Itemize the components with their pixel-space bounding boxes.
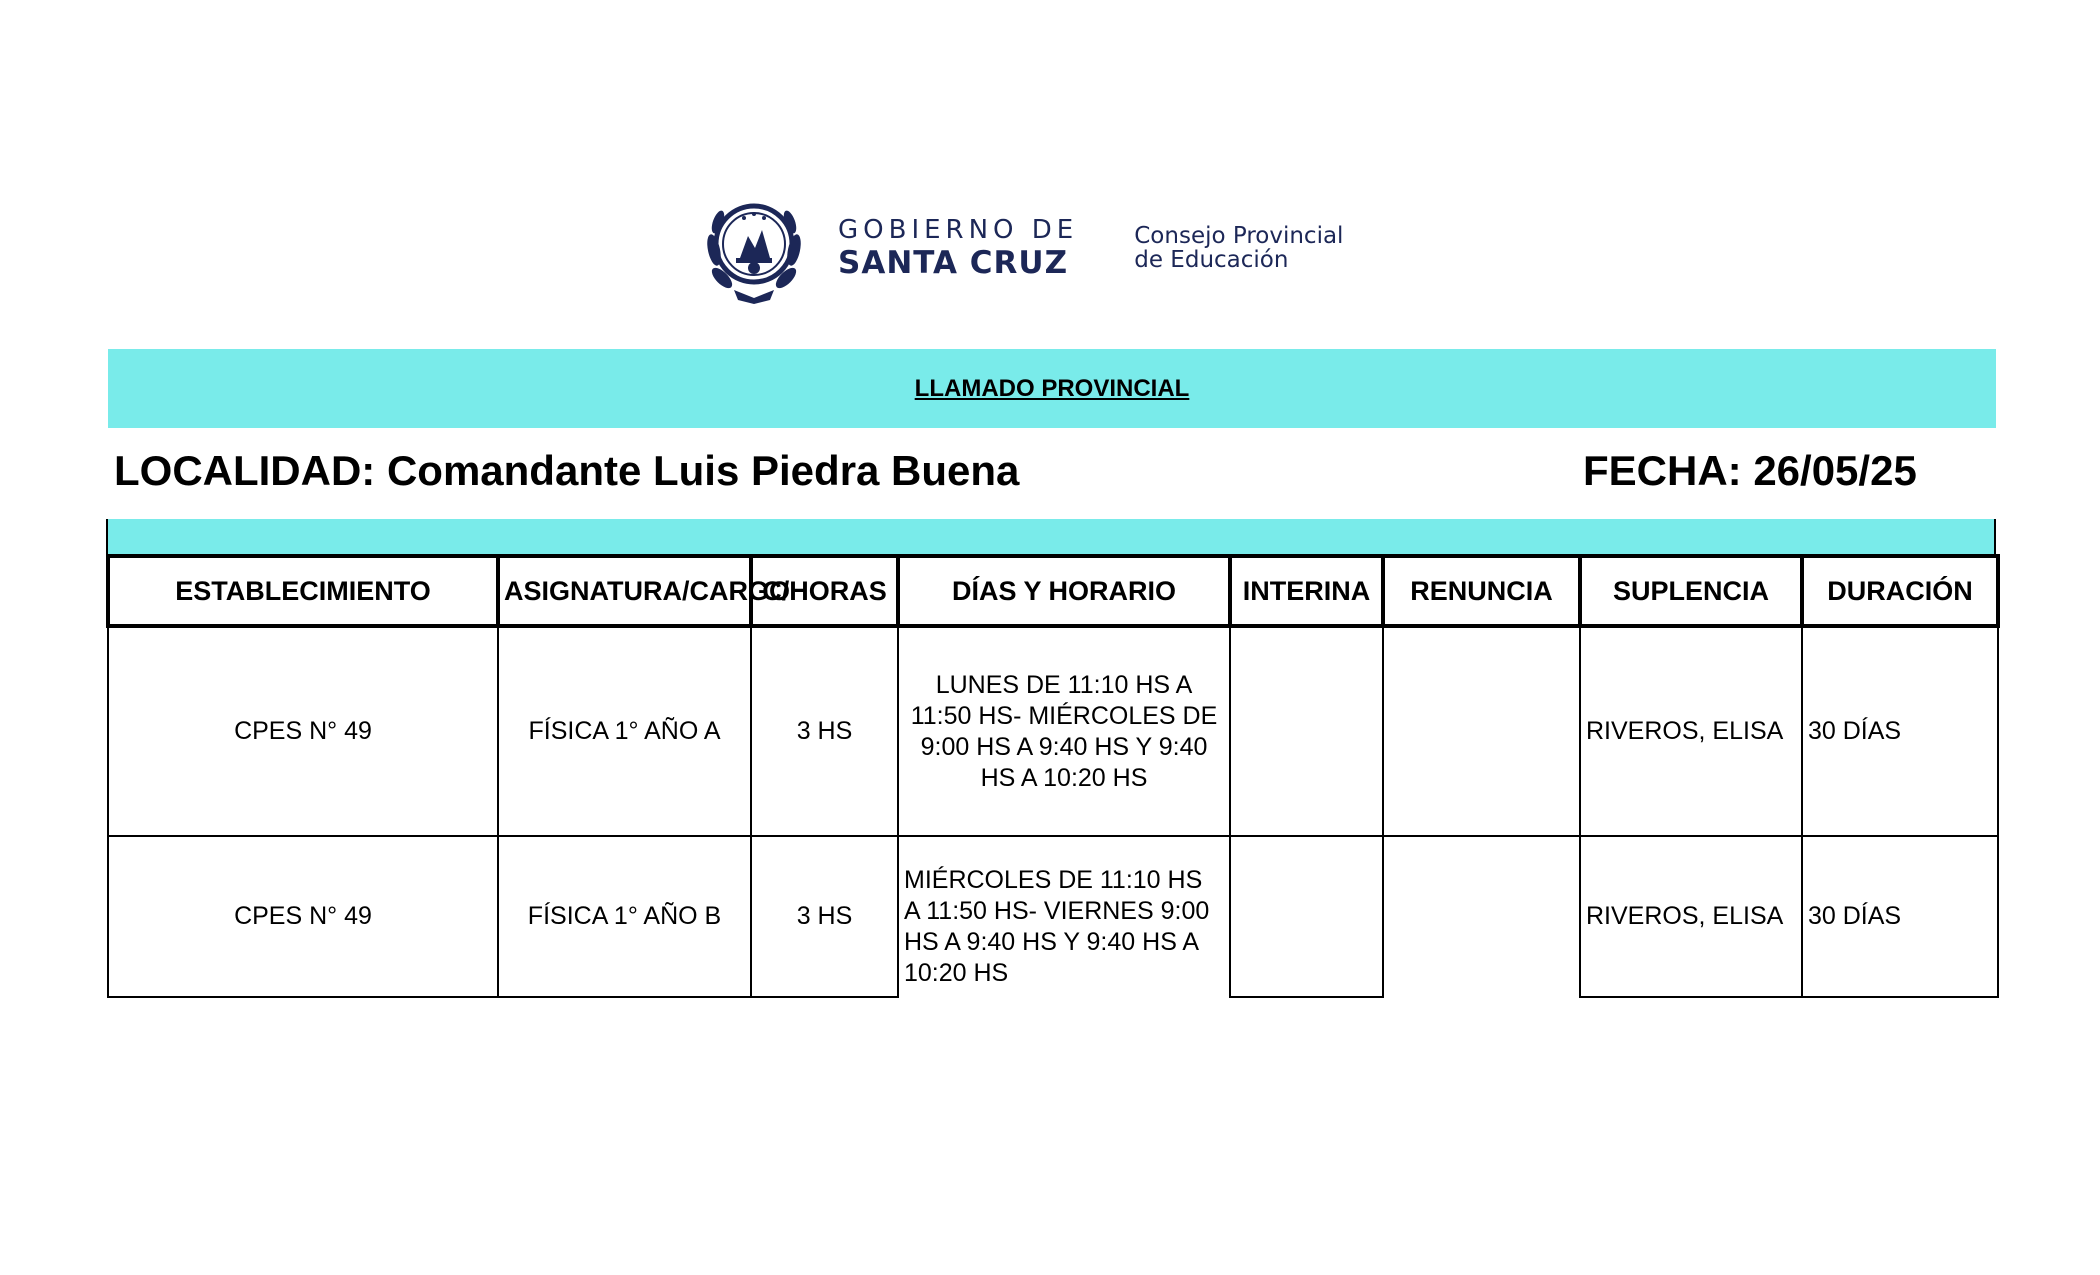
government-line-1: GOBIERNO DE <box>838 215 1079 245</box>
header-renuncia: RENUNCIA <box>1383 556 1580 626</box>
cell-interina <box>1230 836 1383 997</box>
banner-title: LLAMADO PROVINCIAL <box>914 375 1190 402</box>
header-dias-horario: DÍAS Y HORARIO <box>898 556 1230 626</box>
cell-suplencia: RIVEROS, ELISA <box>1580 836 1802 997</box>
header-establecimiento: ESTABLECIMIENTO <box>108 556 498 626</box>
locality-label: LOCALIDAD: Comandante Luis Piedra Buena <box>114 447 1020 494</box>
cell-renuncia <box>1383 626 1580 836</box>
provincial-seal-icon <box>700 190 808 306</box>
table-header-row <box>108 556 1998 626</box>
call-table <box>106 554 2000 998</box>
table-row <box>108 626 1998 836</box>
council-line-2: de Educación <box>1134 247 1289 273</box>
date-label: FECHA: 26/05/25 <box>1583 447 1917 494</box>
cell-asignatura: FÍSICA 1° AÑO B <box>498 836 751 997</box>
cell-renuncia <box>1383 836 1580 997</box>
cell-horas: 3 HS <box>751 836 898 997</box>
header-duracion: DURACIÓN <box>1802 556 1998 626</box>
cell-duracion: 30 DÍAS <box>1802 836 1998 997</box>
cell-establecimiento: CPES N° 49 <box>108 836 498 997</box>
cell-dias-horario: MIÉRCOLES DE 11:10 HS A 11:50 HS- VIERNES 9:00 HS A 9:40 HS Y 9:40 HS A 10:20 HS <box>898 836 1230 997</box>
header-horas: C/HORAS <box>751 556 898 626</box>
cell-duracion: 30 DÍAS <box>1802 626 1998 836</box>
cell-establecimiento: CPES N° 49 <box>108 626 498 836</box>
letterhead <box>700 190 1343 306</box>
council-line-1: Consejo Provincial <box>1134 223 1344 249</box>
table-header-strip <box>106 519 1996 555</box>
header-suplencia: SUPLENCIA <box>1580 556 1802 626</box>
header-asignatura: ASIGNATURA/CARGO <box>498 556 751 626</box>
council-name <box>1134 224 1343 272</box>
cell-suplencia: RIVEROS, ELISA <box>1580 626 1802 836</box>
government-name <box>838 215 1078 281</box>
cell-asignatura: FÍSICA 1° AÑO A <box>498 626 751 836</box>
cell-dias-horario: LUNES DE 11:10 HS A 11:50 HS- MIÉRCOLES DE 9:00 HS A 9:40 HS Y 9:40 HS A 10:20 HS <box>898 626 1230 836</box>
cell-horas: 3 HS <box>751 626 898 836</box>
cell-interina <box>1230 626 1383 836</box>
header-interina: INTERINA <box>1230 556 1383 626</box>
title-banner <box>108 349 1996 428</box>
government-line-2: SANTA CRUZ <box>838 245 1069 281</box>
table-row <box>108 836 1998 997</box>
